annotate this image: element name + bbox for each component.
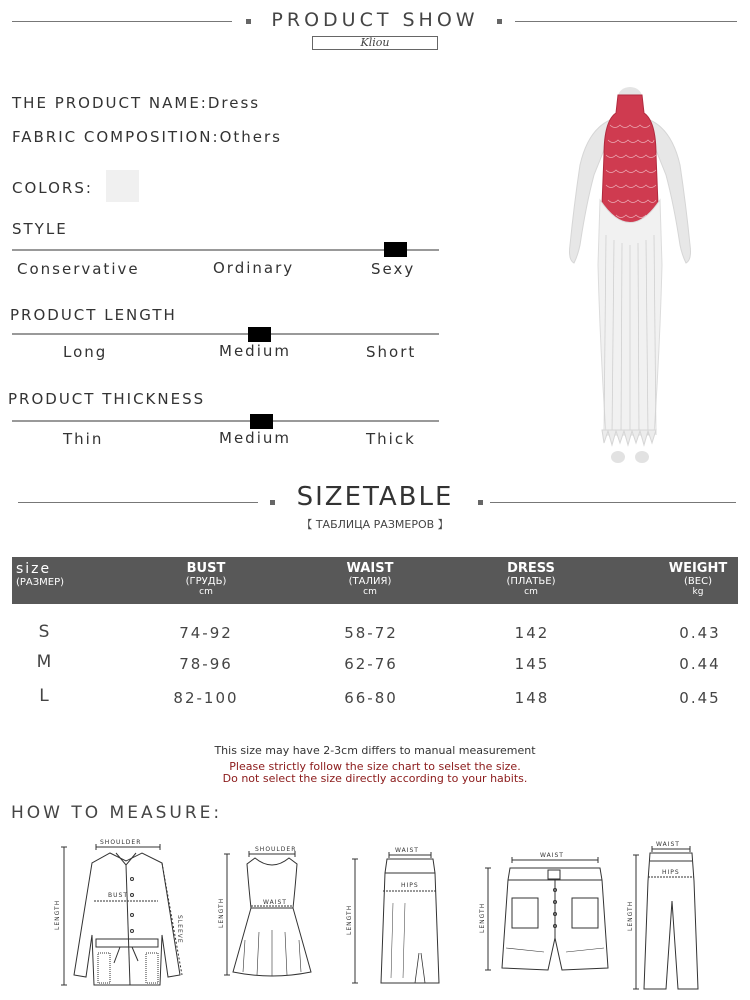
bust-cell: 82-100: [173, 689, 239, 707]
bust-cell: 74-92: [179, 624, 233, 642]
header-rule-right: [515, 21, 737, 22]
pants-diagram: [622, 841, 722, 996]
header-bust: BUST (ГРУДЬ) cm: [185, 561, 227, 597]
sizetable-bullet-right: [478, 500, 483, 505]
header-size: size (РАЗМЕР): [16, 561, 65, 588]
bust-cell: 78-96: [179, 655, 233, 673]
waist-label: WAIST: [263, 899, 287, 906]
sizetable-title: SIZETABLE: [296, 482, 454, 512]
color-swatch[interactable]: [106, 170, 139, 202]
waist-cell: 58-72: [344, 624, 398, 642]
size-cell: L: [39, 686, 51, 706]
size-cell: S: [38, 622, 52, 642]
thickness-option-thin: Thin: [63, 430, 104, 448]
waist-cell: 66-80: [344, 689, 398, 707]
dress-diagram: [215, 840, 315, 990]
length-label: LENGTH: [54, 899, 61, 930]
weight-cell: 0.44: [679, 655, 721, 673]
sleeve-label: SLEEVE: [176, 915, 183, 944]
colors-label: COLORS:: [12, 179, 93, 197]
header-dress: DRESS (ПЛАТЬЕ) cm: [506, 561, 556, 597]
waist-label: WAIST: [656, 841, 680, 848]
thickness-option-medium: Medium: [219, 429, 291, 447]
weight-cell: 0.43: [679, 624, 721, 642]
style-option-conservative: Conservative: [17, 260, 140, 278]
length-label: LENGTH: [346, 904, 353, 935]
weight-cell: 0.45: [679, 689, 721, 707]
waist-label: WAIST: [540, 852, 564, 859]
hips-label: HIPS: [401, 882, 419, 889]
dress-cell: 148: [514, 689, 550, 707]
waist-cell: 62-76: [344, 655, 398, 673]
length-option-medium: Medium: [219, 342, 291, 360]
length-option-short: Short: [366, 343, 417, 361]
length-label: LENGTH: [627, 900, 634, 931]
page-title: PRODUCT SHOW: [271, 9, 479, 31]
length-title: PRODUCT LENGTH: [10, 306, 177, 324]
thickness-selected-marker: [250, 414, 273, 429]
sizetable-header: [12, 557, 738, 604]
header-bullet-right: [497, 19, 502, 24]
bust-label: BUST: [108, 892, 128, 899]
product-name: THE PRODUCT NAME:Dress: [12, 94, 261, 112]
brand-name: Kliou: [312, 36, 438, 50]
how-to-measure-title: HOW TO MEASURE:: [11, 803, 223, 823]
style-selected-marker: [384, 242, 407, 257]
fabric-composition: FABRIC COMPOSITION:Others: [12, 128, 282, 146]
sizetable-rule-right: [490, 502, 736, 503]
hips-label: HIPS: [662, 869, 680, 876]
style-title: STYLE: [12, 220, 68, 238]
shoulder-label: SHOULDER: [100, 839, 142, 846]
product-photo: [530, 85, 730, 470]
sizetable-subtitle: 【 ТАБЛИЦА РАЗМЕРОВ 】: [301, 518, 449, 531]
length-option-long: Long: [63, 343, 108, 361]
length-scale-line: [12, 333, 439, 335]
shoulder-label: SHOULDER: [255, 846, 297, 853]
style-option-ordinary: Ordinary: [213, 259, 295, 277]
size-cell: M: [36, 652, 54, 672]
shorts-diagram: [478, 848, 613, 978]
dress-cell: 145: [514, 655, 550, 673]
length-label: LENGTH: [218, 897, 225, 928]
style-scale-line: [12, 249, 439, 251]
warning-note-1: Please strictly follow the size chart to selset the size.: [229, 760, 521, 773]
length-label: LENGTH: [479, 902, 486, 933]
style-option-sexy: Sexy: [371, 260, 416, 278]
jacket-diagram: [50, 835, 200, 995]
skirt-diagram: [345, 843, 450, 993]
warning-note-2: Do not select the size directly according to your habits.: [222, 772, 528, 785]
dress-cell: 142: [514, 624, 550, 642]
header-weight: WEIGHT (ВЕС) kg: [668, 561, 728, 597]
length-selected-marker: [248, 327, 271, 342]
thickness-scale-line: [12, 420, 439, 422]
waist-label: WAIST: [395, 847, 419, 854]
thickness-title: PRODUCT THICKNESS: [8, 390, 206, 408]
measurement-note: This size may have 2-3cm differs to manual measurement: [214, 744, 536, 757]
header-waist: WAIST (ТАЛИЯ) cm: [346, 561, 394, 597]
thickness-option-thick: Thick: [366, 430, 416, 448]
